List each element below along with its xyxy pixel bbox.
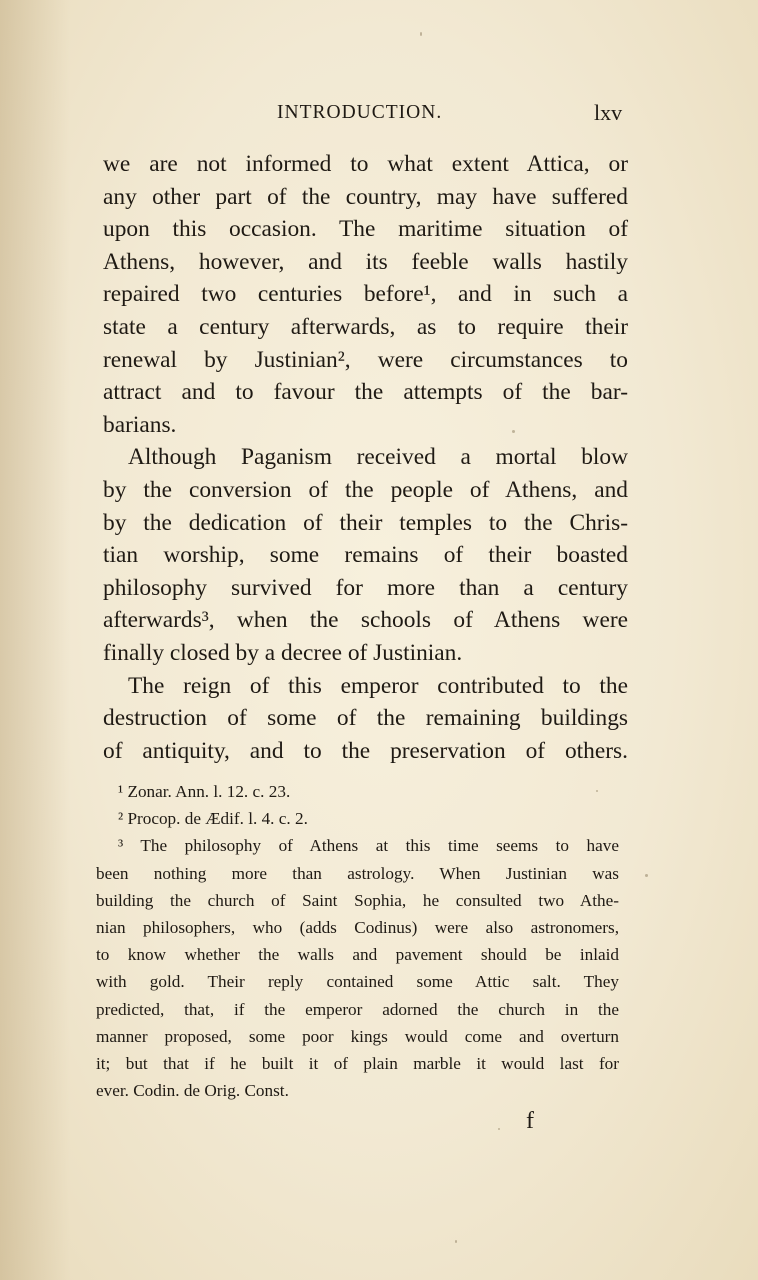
text-line: Athens, however, and its feeble walls hastily	[103, 248, 628, 275]
text-line: finally closed by a decree of Justinian.	[103, 639, 463, 666]
text-line: by the dedication of their temples to the Chris-	[103, 509, 628, 536]
text-line: philosophy survived for more than a century	[103, 574, 628, 601]
footnote-line: to know whether the walls and pavement should be inlaid	[96, 945, 619, 965]
text-line: attract and to favour the attempts of the bar-	[103, 379, 628, 406]
text-line: renewal by Justinian², were circumstances to	[103, 346, 628, 373]
paper-speck	[596, 790, 598, 792]
paper-speck	[420, 32, 422, 36]
footnote-line: been nothing more than astrology. When Justinian was	[96, 863, 619, 883]
paper-speck	[645, 874, 648, 877]
footnote-line: with gold. Their reply contained some Attic salt. They	[96, 972, 619, 992]
text-line: any other part of the country, may have suffered	[103, 183, 628, 210]
footnote-line: manner proposed, some poor kings would come and overturn	[96, 1026, 619, 1046]
paper-speck	[498, 1128, 500, 1130]
signature-mark: f	[526, 1108, 534, 1134]
gutter-shadow	[0, 0, 70, 1280]
footnote-line: building the church of Saint Sophia, he consulted two Athe-	[96, 890, 619, 910]
text-line: destruction of some of the remaining buildings	[103, 705, 628, 732]
running-title: INTRODUCTION.	[277, 102, 443, 123]
text-line: repaired two centuries before¹, and in such a	[103, 281, 628, 308]
footnote-line: nian philosophers, who (adds Codinus) were also astronomers,	[96, 917, 619, 937]
footnotes	[96, 778, 619, 1104]
text-line: we are not informed to what extent Attica, or	[103, 151, 628, 177]
text-line: state a century afterwards, as to require their	[103, 313, 628, 340]
text-line: The reign of this emperor contributed to the	[128, 672, 628, 699]
footnote-line: ³ The philosophy of Athens at this time seems to have	[118, 836, 619, 856]
footnote-line: ² Procop. de Ædif. l. 4. c. 2.	[118, 809, 308, 829]
footnote-line: ¹ Zonar. Ann. l. 12. c. 23.	[118, 782, 291, 801]
text-line: Although Paganism received a mortal blow	[128, 444, 628, 471]
text-line: by the conversion of the people of Athens, and	[103, 476, 628, 503]
footnote-line: ever. Codin. de Orig. Const.	[96, 1081, 289, 1101]
running-head	[0, 100, 758, 134]
paper-speck	[512, 430, 515, 433]
text-line: afterwards³, when the schools of Athens were	[103, 607, 628, 634]
footnote-line: predicted, that, if the emperor adorned the church in the	[96, 999, 619, 1019]
text-line: barians.	[103, 411, 177, 438]
text-line: of antiquity, and to the preservation of others.	[103, 737, 628, 764]
footnote-line: it; but that if he built it of plain marble it would last for	[96, 1053, 619, 1073]
text-line: tian worship, some remains of their boasted	[103, 542, 628, 569]
text-line: upon this occasion. The maritime situation of	[103, 216, 628, 243]
page-number: lxv	[594, 100, 623, 125]
body-text	[103, 148, 628, 767]
paper-speck	[455, 1240, 457, 1243]
